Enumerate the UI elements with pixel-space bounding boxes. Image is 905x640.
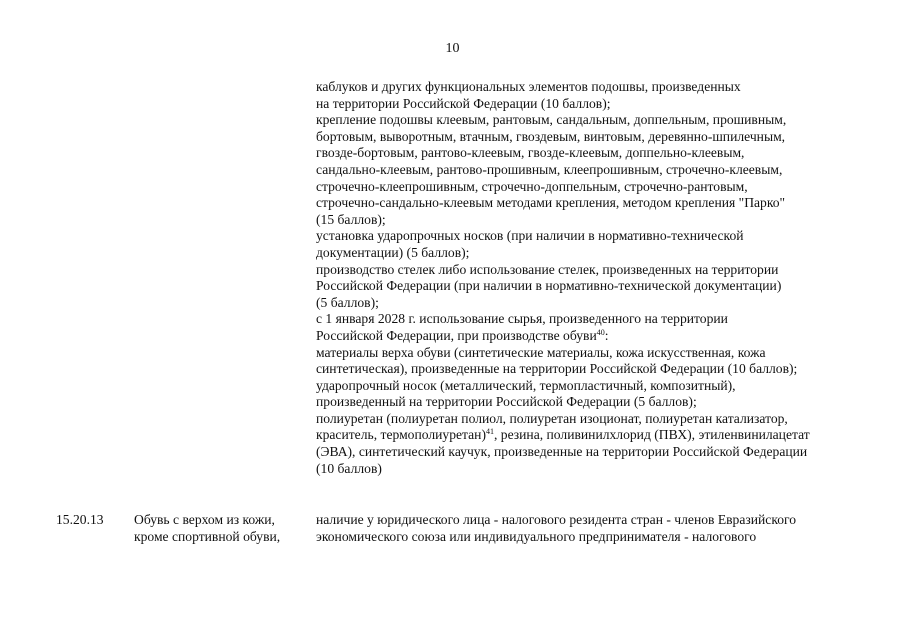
text-line: крепление подошвы клеевым, рантовым, сандальным, доппельным, прошивным, xyxy=(316,112,787,128)
condition-line: наличие у юридического лица - налогового резидента стран - членов Евразийского xyxy=(316,512,797,527)
footnote-ref-41[interactable]: 41 xyxy=(485,427,494,437)
footnote-ref-40[interactable]: 40 xyxy=(596,327,605,337)
product-line: Обувь с верхом из кожи, xyxy=(134,512,275,527)
text-line-with-footnote xyxy=(316,328,876,345)
text-line: каблуков и других функциональных элементов подошвы, произведенных xyxy=(316,79,741,94)
text-line: Российской Федерации (при наличии в нормативно-технической документации) xyxy=(316,278,782,294)
text-segment: Российской Федерации, при производстве обуви xyxy=(316,327,597,343)
text-line: (15 баллов); xyxy=(316,211,386,227)
condition-text xyxy=(316,512,876,545)
text-line: полиуретан (полиуретан полиол, полиуретан изоционат, полиуретан катализатор, xyxy=(316,410,788,426)
product-line: кроме спортивной обуви, xyxy=(134,528,281,544)
text-line: строчечно-сандально-клеевым методами крепления, методом крепления "Парко" xyxy=(316,195,786,211)
text-line: строчечно-клеепрошивным, строчечно-доппельным, строчечно-рантовым, xyxy=(316,178,748,194)
text-segment: , резина, поливинилхлорид (ПВХ), этиленвинилацетат xyxy=(493,427,810,443)
text-line: синтетическая), произведенные на территории Российской Федерации (10 баллов); xyxy=(316,361,798,377)
text-line: гвозде-бортовым, рантово-клеевым, гвозде-клеевым, доппельно-клеевым, xyxy=(316,145,745,161)
text-line-with-footnote xyxy=(316,427,876,444)
text-line: на территории Российской Федерации (10 баллов); xyxy=(316,95,611,111)
text-line: с 1 января 2028 г. использование сырья, произведенного на территории xyxy=(316,311,728,327)
text-line: документации) (5 баллов); xyxy=(316,244,470,260)
text-line: (5 баллов); xyxy=(316,294,379,310)
text-line: (10 баллов) xyxy=(316,460,382,476)
text-segment: краситель, термополиуретан) xyxy=(316,427,486,443)
text-segment: : xyxy=(604,327,609,343)
text-line: бортовым, выворотным, втачным, гвоздевым, винтовым, деревянно-шпилечным, xyxy=(316,128,786,144)
page-number: 10 xyxy=(445,41,460,56)
text-line: производство стелек либо использование стелек, произведенных на территории xyxy=(316,261,779,277)
text-line: произведенный на территории Российской Федерации (5 баллов); xyxy=(316,394,697,410)
okpd-code: 15.20.13 xyxy=(56,512,104,527)
condition-line: экономического союза или индивидуального предпринимателя - налогового xyxy=(316,528,757,544)
product-name xyxy=(134,512,309,545)
text-line: ударопрочный носок (металлический, термопластичный, композитный), xyxy=(316,377,736,393)
text-line: сандально-клеевым, рантово-прошивным, клеепрошивным, строчечно-клеевым, xyxy=(316,161,783,177)
text-line: (ЭВА), синтетический каучук, произведенные на территории Российской Федерации xyxy=(316,444,808,460)
text-line: материалы верха обуви (синтетические материалы, кожа искусственная, кожа xyxy=(316,344,766,360)
text-line: установка ударопрочных носков (при наличии в нормативно-технической xyxy=(316,228,744,244)
requirements-continuation xyxy=(316,79,876,477)
